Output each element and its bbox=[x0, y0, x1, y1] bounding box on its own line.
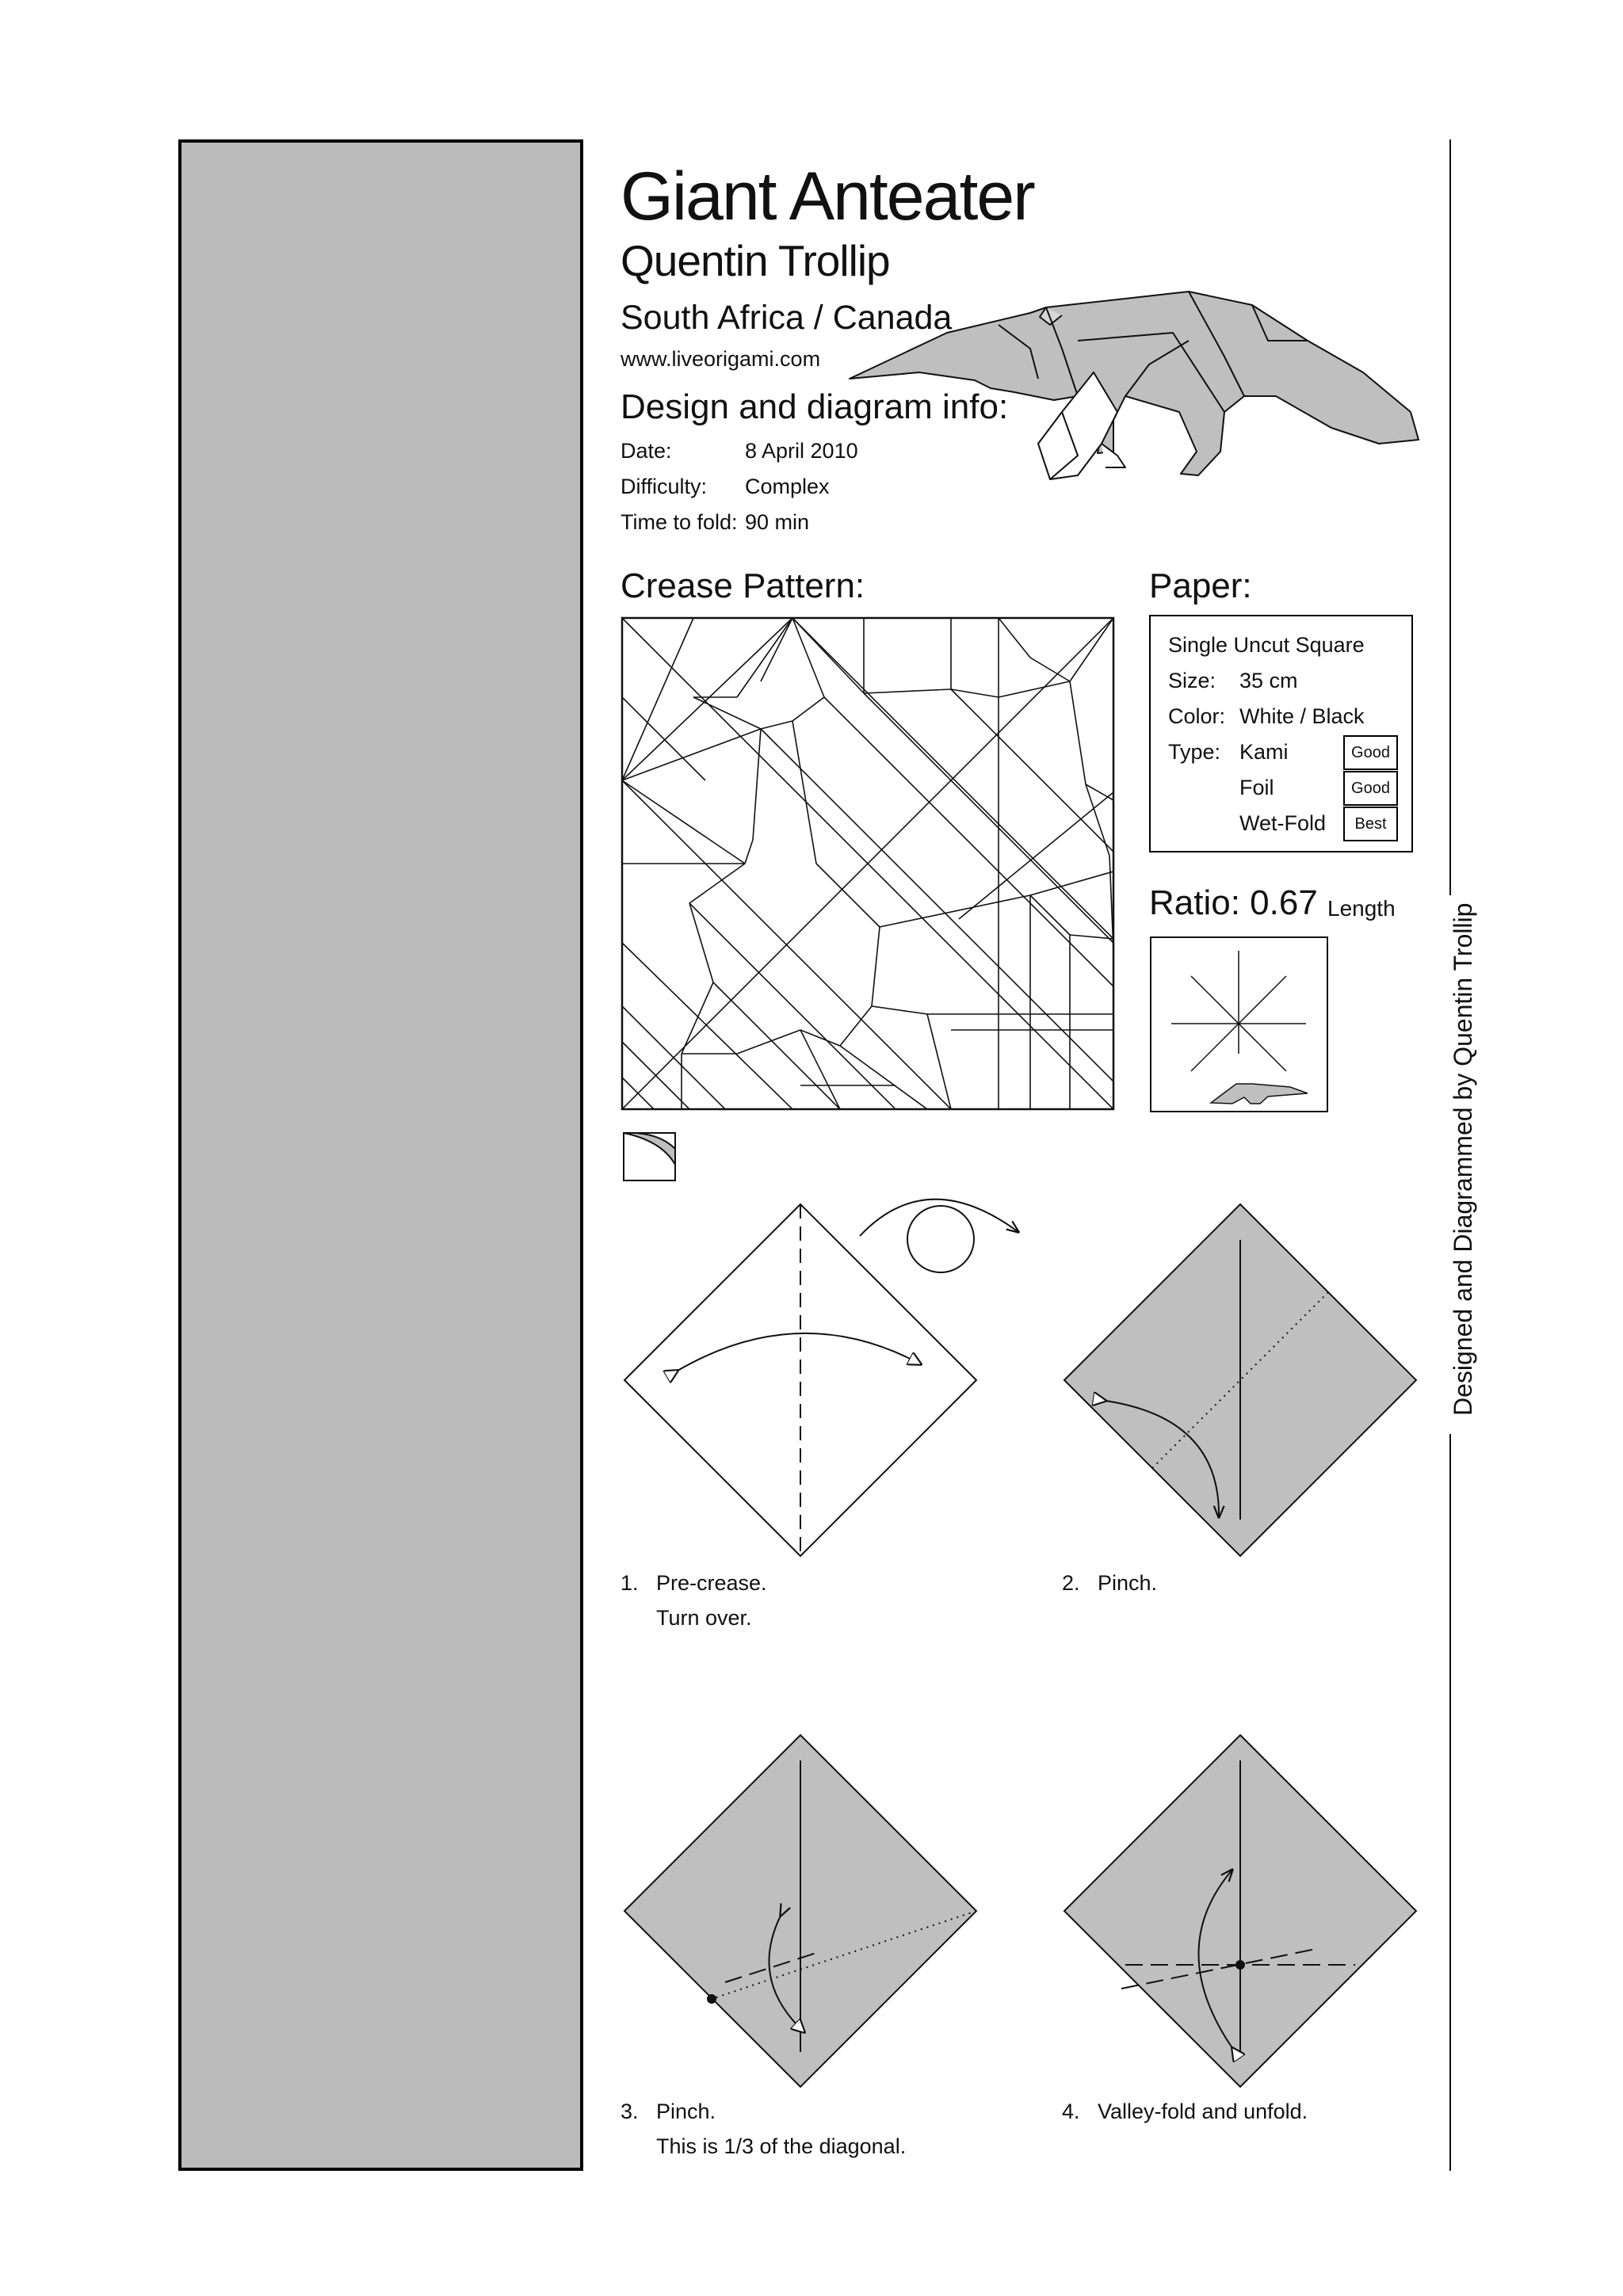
step-1-line-1: Pre-crease. bbox=[656, 1571, 767, 1595]
step-4-diagram bbox=[1064, 1735, 1416, 2087]
rating-kami: Good bbox=[1343, 735, 1398, 770]
paper-kind: Single Uncut Square bbox=[1168, 633, 1365, 657]
time-value: 90 min bbox=[745, 510, 810, 534]
date-label: Date: bbox=[621, 439, 672, 463]
ratio-label: Ratio: 0.67 bbox=[1149, 883, 1318, 922]
step-4-line-1: Valley-fold and unfold. bbox=[1098, 2100, 1308, 2123]
step-3-number: 3. bbox=[621, 2100, 639, 2123]
step-1-line-2: Turn over. bbox=[656, 1606, 752, 1630]
anteater-illustration bbox=[850, 292, 1419, 479]
difficulty-value: Complex bbox=[745, 475, 830, 498]
step-4-number: 4. bbox=[1062, 2100, 1080, 2123]
step-2-number: 2. bbox=[1062, 1571, 1080, 1595]
author-name: Quentin Trollip bbox=[621, 236, 890, 285]
design-info-heading: Design and diagram info: bbox=[621, 387, 1009, 426]
paper-type-foil: Foil bbox=[1239, 776, 1274, 799]
page-title: Giant Anteater bbox=[621, 158, 1034, 235]
ratio-thumbnail bbox=[1151, 937, 1327, 1112]
paper-color-label: Color: bbox=[1168, 704, 1226, 728]
paper-type-kami: Kami bbox=[1239, 740, 1289, 764]
date-value: 8 April 2010 bbox=[745, 439, 858, 463]
vertical-credit: Designed and Diagrammed by Quentin Trollip bbox=[1449, 902, 1477, 1416]
paper-type-label: Type: bbox=[1168, 740, 1221, 764]
paper-heading: Paper: bbox=[1149, 566, 1252, 605]
paper-type-wetfold: Wet-Fold bbox=[1239, 811, 1327, 835]
website-link[interactable]: www.liveorigami.com bbox=[621, 347, 821, 371]
time-label: Time to fold: bbox=[621, 510, 738, 534]
paper-color-value: White / Black bbox=[1239, 704, 1365, 728]
step-2-line-1: Pinch. bbox=[1098, 1571, 1158, 1595]
ratio-unit: Length bbox=[1327, 896, 1396, 921]
rating-wetfold: Best bbox=[1343, 807, 1398, 841]
turn-over-icon bbox=[860, 1199, 1018, 1272]
step-2-diagram bbox=[1064, 1204, 1416, 1556]
crease-pattern-heading: Crease Pattern: bbox=[621, 566, 865, 605]
crease-pattern bbox=[622, 618, 1113, 1109]
paper-size-value: 35 cm bbox=[1239, 669, 1298, 692]
step-3-line-1: Pinch. bbox=[656, 2100, 716, 2123]
step-1-number: 1. bbox=[621, 1571, 639, 1595]
step-1-diagram bbox=[624, 1199, 1018, 1556]
rating-foil: Good bbox=[1343, 771, 1398, 806]
difficulty-label: Difficulty: bbox=[621, 475, 708, 498]
paper-size-label: Size: bbox=[1168, 669, 1216, 692]
author-country: South Africa / Canada bbox=[621, 299, 953, 337]
paper-corner-icon bbox=[624, 1133, 675, 1180]
step-3-line-2: This is 1/3 of the diagonal. bbox=[656, 2134, 907, 2158]
step-3-diagram bbox=[624, 1735, 976, 2087]
